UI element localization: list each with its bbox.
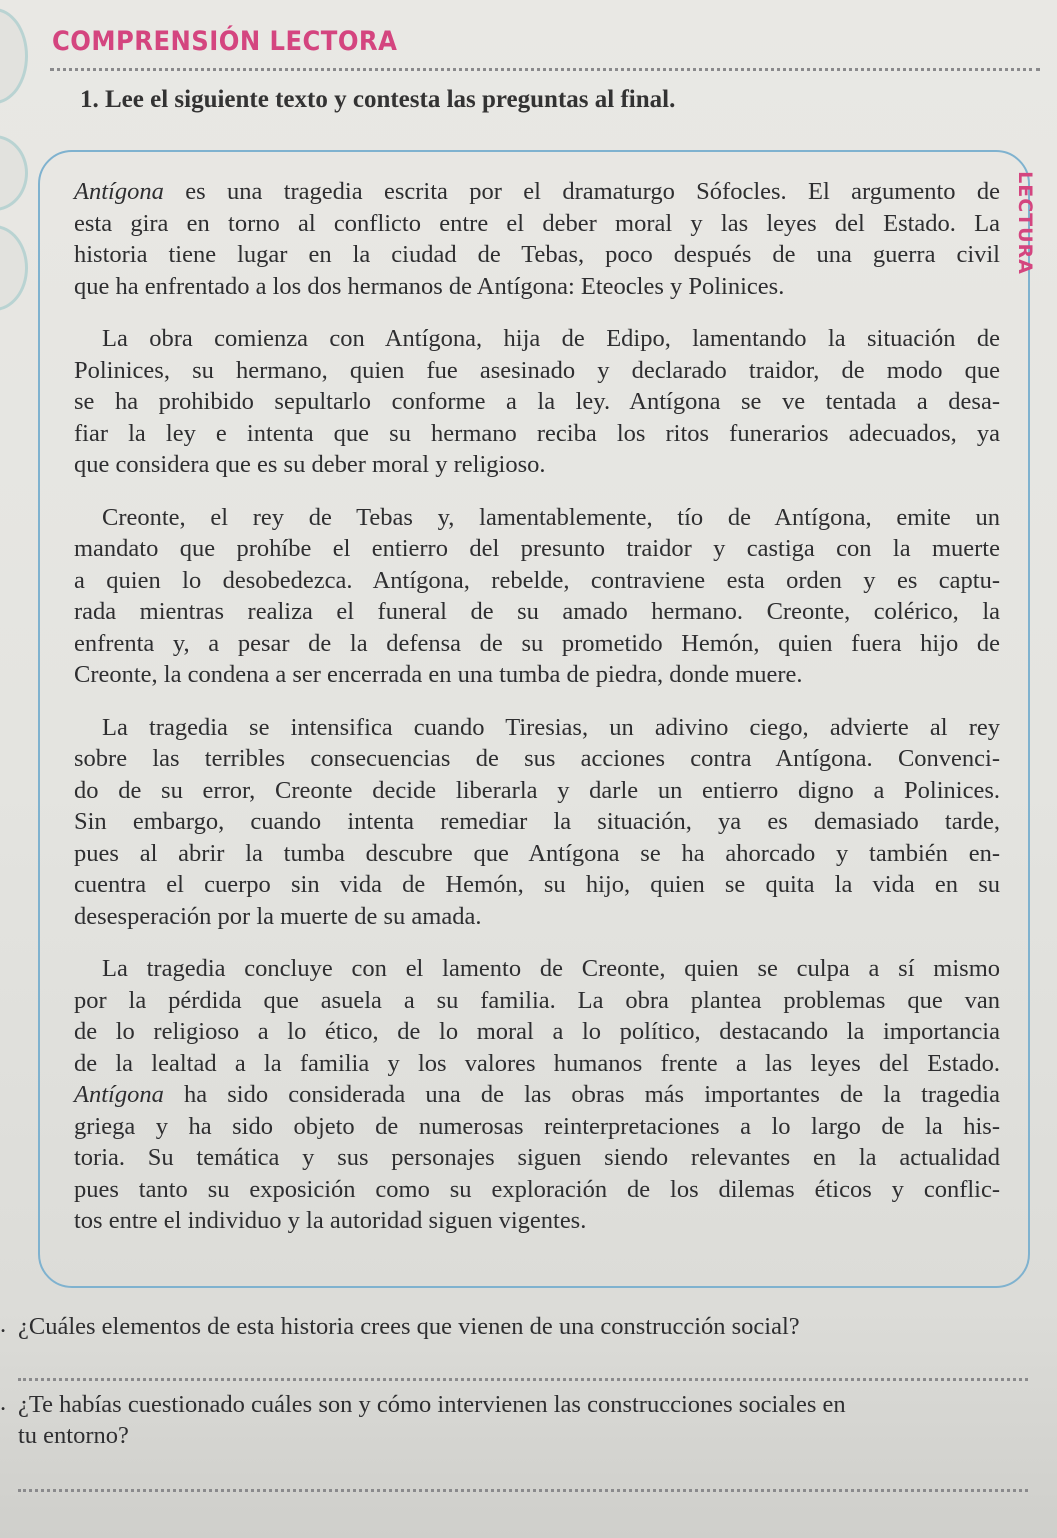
text-line: de la lealtad a la familia y los valores humanos frente a las leyes del Estado. xyxy=(74,1049,1000,1077)
question-marker: . xyxy=(0,1389,7,1416)
text-line: do de su error, Creonte decide liberarla y darle un entierro digno a Polinices. xyxy=(74,776,1000,804)
text-line: por la pérdida que asuela a su familia. La obra plantea problemas que van xyxy=(74,986,1000,1014)
text-line: La tragedia se intensifica cuando Tiresias, un adivino ciego, advierte al rey xyxy=(102,713,1000,741)
text-line: toria. Su temática y sus personajes siguen siendo relevantes en la actualidad xyxy=(74,1144,1000,1171)
heading-divider xyxy=(50,68,1040,71)
text-line: sobre las terribles consecuencias de sus acciones contra Antígona. Convenci- xyxy=(74,745,1000,772)
text-line: rada mientras realiza el funeral de su amado hermano. Creonte, colérico, la xyxy=(74,598,1000,625)
binder-hole xyxy=(0,8,28,104)
text-line: tos entre el individuo y la autoridad siguen vigentes. xyxy=(74,1207,587,1234)
paragraph xyxy=(74,176,1000,302)
paragraph xyxy=(74,712,1000,933)
text-line: Creonte, el rey de Tebas y, lamentablemente, tío de Antígona, emite un xyxy=(102,503,1000,531)
text-line: La tragedia concluye con el lamento de Creonte, quien se culpa a sí mismo xyxy=(102,955,1000,982)
paragraph xyxy=(74,502,1000,691)
paragraph xyxy=(74,953,1000,1237)
text-line: pues tanto su exposición como su exploración de los dilemas éticos y conflic- xyxy=(74,1175,1000,1203)
text-line: se ha prohibido sepultarlo conforme a la ley. Antígona se ve tentada a desa- xyxy=(74,388,1000,415)
text-line: Creonte, la condena a ser encerrada en una tumba de piedra, donde muere. xyxy=(74,661,803,688)
text-line: Sin embargo, cuando intenta remediar la situación, ya es demasiado tarde, xyxy=(74,808,1000,835)
text-line: fiar la ley e intenta que su hermano reciba los ritos funerarios adecuados, ya xyxy=(74,419,1000,447)
question-a: ¿Cuáles elementos de esta historia crees que vienen de una construcción social? xyxy=(18,1313,800,1340)
text-line xyxy=(74,176,1000,208)
text-line: que considera que es su deber moral y religioso. xyxy=(74,451,546,478)
text-line: enfrenta y, a pesar de la defensa de su prometido Hemón, quien fuera hijo de xyxy=(74,629,1000,657)
reading-text xyxy=(74,176,1000,1258)
text-line: mandato que prohíbe el entierro del presunto traidor y castiga con la muerte xyxy=(74,535,1000,562)
text-line: Polinices, su hermano, quien fue asesinado y declarado traidor, de modo que xyxy=(74,356,1000,384)
text-line-rest: ha sido considerada una de las obras más importantes de la tragedia xyxy=(163,1081,1000,1108)
binder-hole xyxy=(0,225,28,311)
text-line-rest: es una tragedia escrita por el dramaturgo Sófocles. El argumento de xyxy=(163,178,1000,205)
text-line: cuentra el cuerpo sin vida de Hemón, su hijo, quien se quita la vida en su xyxy=(74,871,1000,898)
question-b: ¿Te habías cuestionado cuáles son y cómo intervienen las construcciones sociales en xyxy=(18,1391,846,1418)
text-line xyxy=(74,1079,1000,1111)
text-line: que ha enfrentado a los dos hermanos de Antígona: Eteocles y Polinices. xyxy=(74,272,785,300)
section-heading: COMPRENSIÓN LECTORA xyxy=(52,26,398,57)
work-title: Antígona xyxy=(74,1081,164,1108)
question-b-cont: tu entorno? xyxy=(18,1422,129,1449)
work-title: Antígona xyxy=(74,178,164,205)
paragraph xyxy=(74,323,1000,481)
instruction: 1. Lee el siguiente texto y contesta las preguntas al final. xyxy=(80,86,676,113)
text-line: pues al abrir la tumba descubre que Antígona se ha ahorcado y también en- xyxy=(74,839,1000,867)
side-label: LECTURA xyxy=(1014,171,1036,275)
text-line: historia tiene lugar en la ciudad de Tebas, poco después de una guerra civil xyxy=(74,241,1000,268)
text-line: de lo religioso a lo ético, de lo moral a lo político, destacando la importancia xyxy=(74,1018,1000,1045)
text-line: a quien lo desobedezca. Antígona, rebelde, contraviene esta orden y es captu- xyxy=(74,566,1000,594)
text-line: desesperación por la muerte de su amada. xyxy=(74,902,482,930)
answer-line-a[interactable] xyxy=(18,1378,1028,1381)
binder-hole xyxy=(0,135,28,211)
text-line: esta gira en torno al conflicto entre el deber moral y las leyes del Estado. La xyxy=(74,209,1000,237)
question-marker: . xyxy=(0,1311,7,1338)
text-line: griega y ha sido objeto de numerosas reinterpretaciones a lo largo de la his- xyxy=(74,1112,1000,1140)
answer-line-b[interactable] xyxy=(18,1489,1028,1492)
text-line: La obra comienza con Antígona, hija de Edipo, lamentando la situación de xyxy=(102,325,1000,352)
